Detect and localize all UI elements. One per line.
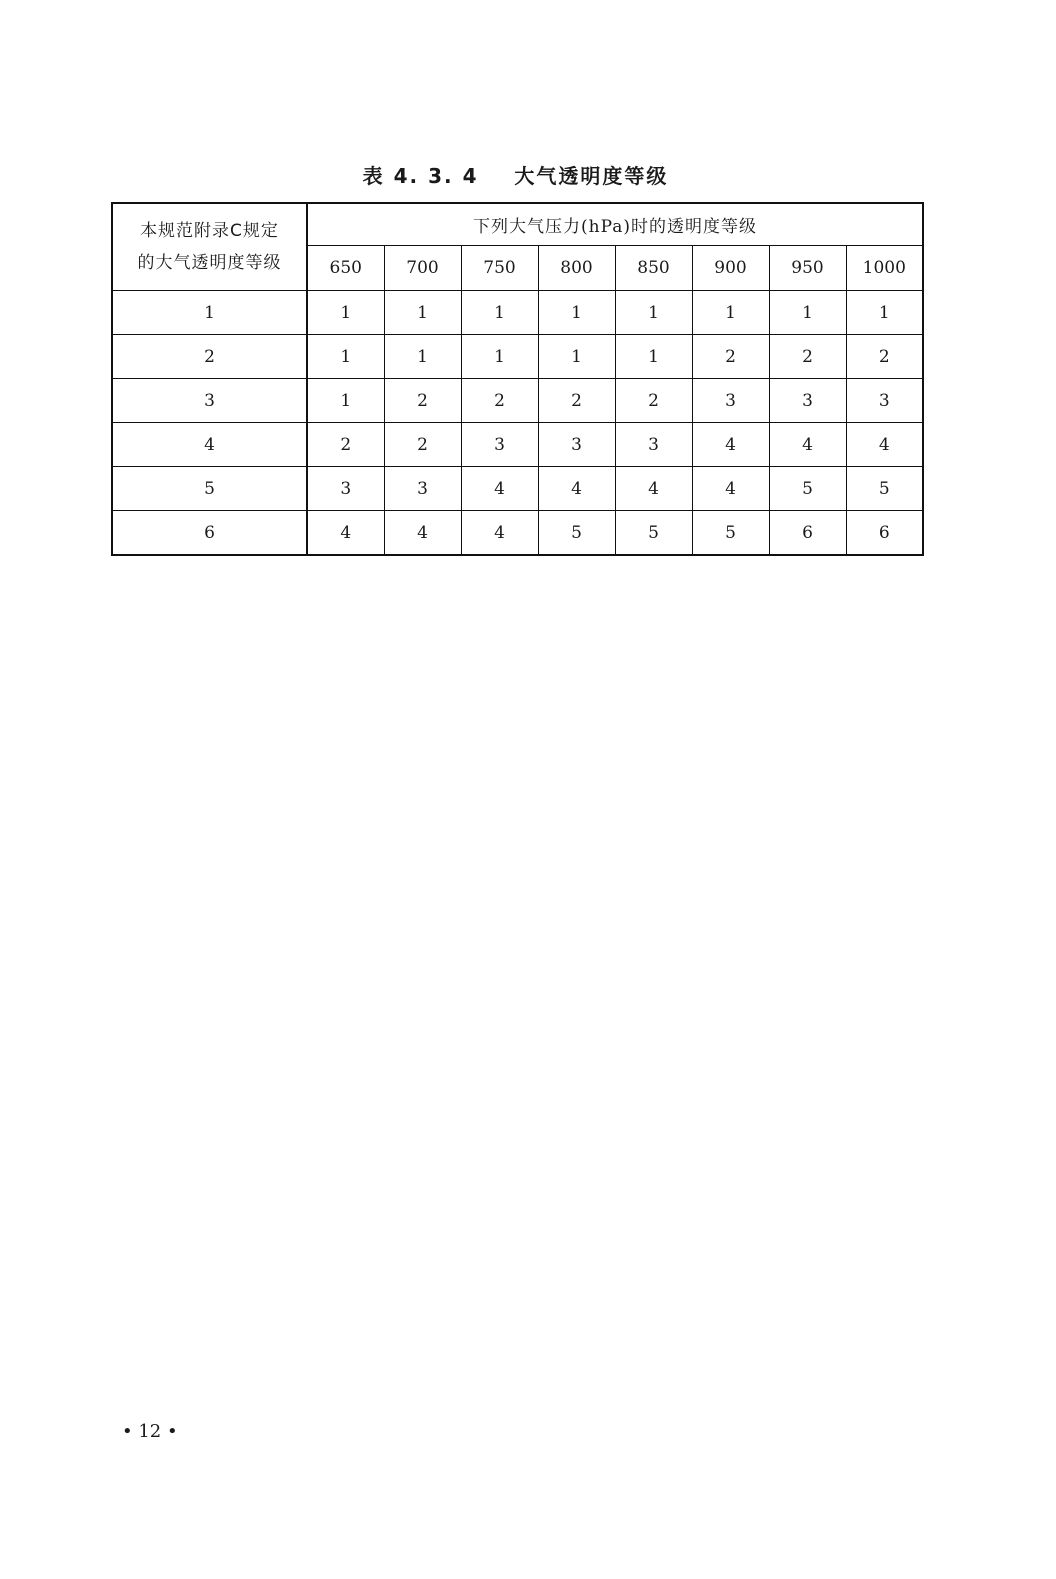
value-cell: 5	[846, 467, 923, 511]
pressure-header-cell: 1000	[846, 246, 923, 291]
grade-cell: 3	[112, 379, 307, 423]
value-cell: 3	[307, 467, 384, 511]
table-caption: 表 4. 3. 4 大气透明度等级	[362, 164, 669, 188]
pressure-header-cell: 650	[307, 246, 384, 291]
header-row-group	[112, 203, 923, 246]
value-cell: 3	[615, 423, 692, 467]
value-cell: 5	[769, 467, 846, 511]
value-cell: 5	[538, 511, 615, 556]
value-cell: 4	[461, 511, 538, 556]
grade-cell: 2	[112, 335, 307, 379]
value-cell: 3	[384, 467, 461, 511]
value-cell: 1	[538, 335, 615, 379]
value-cell: 1	[461, 291, 538, 335]
value-cell: 1	[384, 335, 461, 379]
value-cell: 6	[846, 511, 923, 556]
pressure-header-cell: 950	[769, 246, 846, 291]
value-cell: 1	[538, 291, 615, 335]
transparency-grade-table	[111, 202, 924, 556]
value-cell: 3	[846, 379, 923, 423]
value-cell: 1	[769, 291, 846, 335]
value-cell: 3	[538, 423, 615, 467]
table-row	[112, 379, 923, 423]
value-cell: 4	[692, 467, 769, 511]
pressure-header-cell: 850	[615, 246, 692, 291]
grade-cell: 1	[112, 291, 307, 335]
value-cell: 1	[846, 291, 923, 335]
value-cell: 3	[461, 423, 538, 467]
page-number: • 12 •	[122, 1421, 178, 1442]
value-cell: 2	[307, 423, 384, 467]
value-cell: 4	[384, 511, 461, 556]
grade-cell: 6	[112, 511, 307, 556]
value-cell: 2	[384, 379, 461, 423]
value-cell: 5	[692, 511, 769, 556]
value-cell: 2	[538, 379, 615, 423]
value-cell: 2	[461, 379, 538, 423]
value-cell: 1	[615, 335, 692, 379]
value-cell: 4	[461, 467, 538, 511]
value-cell: 4	[846, 423, 923, 467]
pressure-group-header: 下列大气压力(hPa)时的透明度等级	[307, 203, 923, 246]
value-cell: 2	[846, 335, 923, 379]
table-row	[112, 467, 923, 511]
value-cell: 1	[384, 291, 461, 335]
value-cell: 1	[307, 335, 384, 379]
stub-header-line-1: 本规范附录C规定	[140, 221, 279, 241]
pressure-header-cell: 900	[692, 246, 769, 291]
value-cell: 1	[307, 379, 384, 423]
value-cell: 2	[692, 335, 769, 379]
pressure-header-cell: 700	[384, 246, 461, 291]
value-cell: 3	[769, 379, 846, 423]
value-cell: 3	[692, 379, 769, 423]
table-row	[112, 335, 923, 379]
stub-header-line-2: 的大气透明度等级	[137, 253, 282, 273]
value-cell: 4	[692, 423, 769, 467]
value-cell: 2	[769, 335, 846, 379]
pressure-header-cell: 750	[461, 246, 538, 291]
value-cell: 1	[461, 335, 538, 379]
pressure-header-cell: 800	[538, 246, 615, 291]
value-cell: 1	[692, 291, 769, 335]
value-cell: 1	[615, 291, 692, 335]
value-cell: 4	[769, 423, 846, 467]
value-cell: 4	[307, 511, 384, 556]
value-cell: 2	[384, 423, 461, 467]
grade-cell: 4	[112, 423, 307, 467]
value-cell: 4	[538, 467, 615, 511]
value-cell: 5	[615, 511, 692, 556]
grade-cell: 5	[112, 467, 307, 511]
table-row	[112, 291, 923, 335]
table-row	[112, 423, 923, 467]
value-cell: 2	[615, 379, 692, 423]
value-cell: 6	[769, 511, 846, 556]
table-row	[112, 511, 923, 556]
stub-header-cell	[112, 203, 307, 291]
value-cell: 4	[615, 467, 692, 511]
value-cell: 1	[307, 291, 384, 335]
